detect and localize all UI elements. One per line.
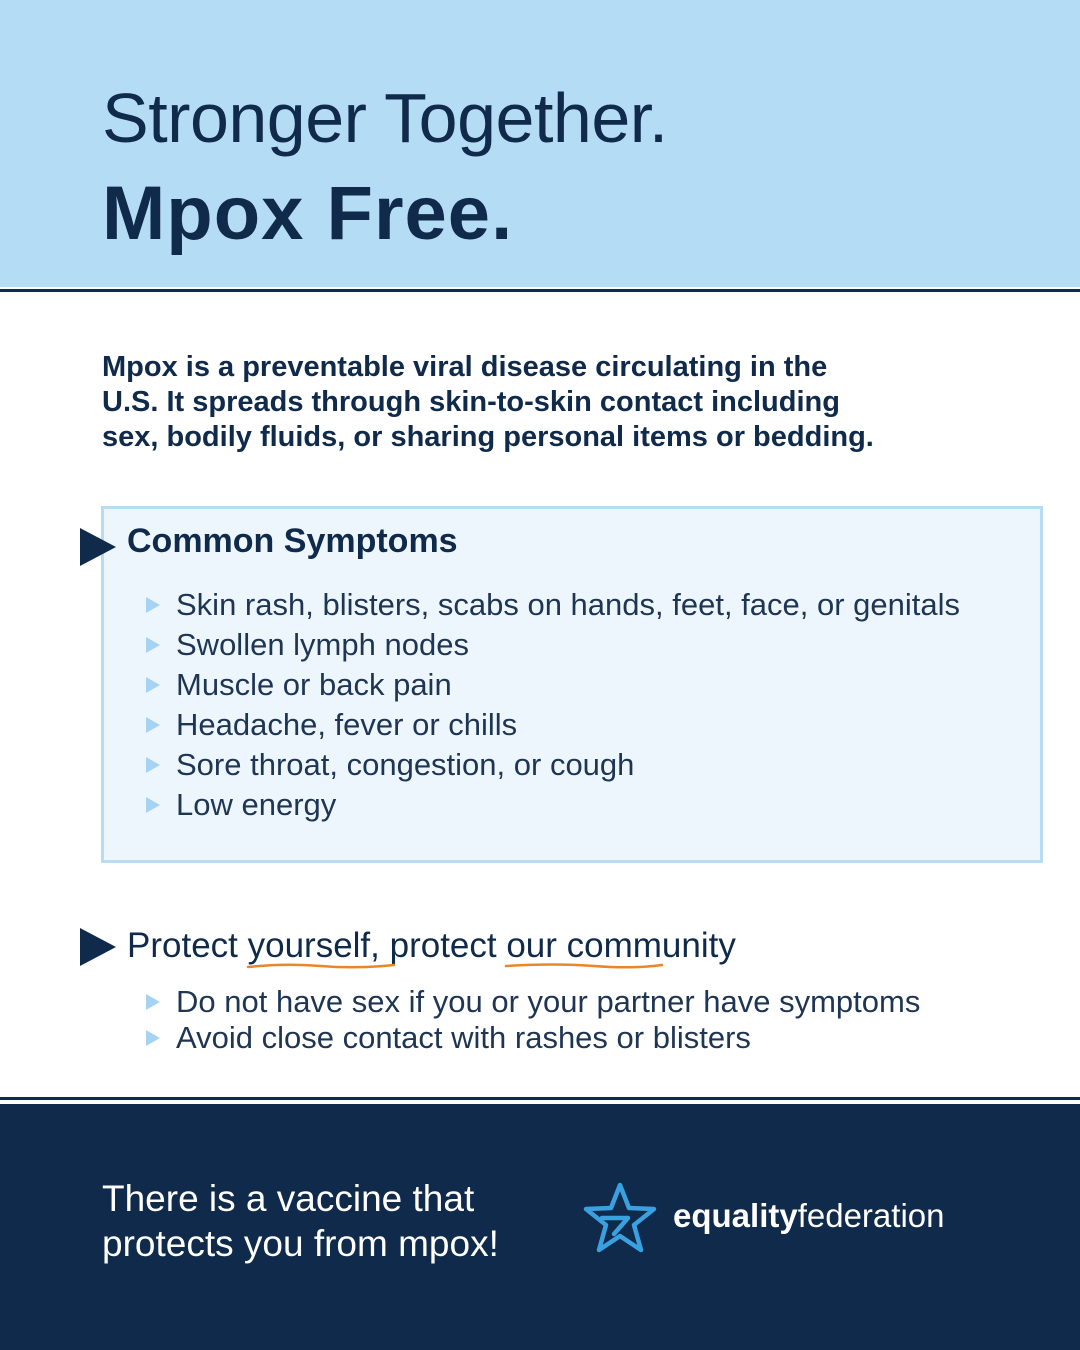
page-title-line2: Mpox Free. — [102, 171, 514, 256]
bullet-arrow-icon — [146, 597, 160, 613]
symptoms-heading: Common Symptoms — [127, 522, 458, 560]
vaccine-message: There is a vaccine that protects you from mpox! — [102, 1178, 499, 1264]
protect-list — [146, 984, 920, 1056]
symptom-item: Muscle or back pain — [146, 665, 960, 705]
bullet-arrow-icon — [146, 757, 160, 773]
bullet-arrow-icon — [146, 1030, 160, 1046]
symptom-item: Low energy — [146, 785, 960, 825]
intro-paragraph — [102, 350, 1002, 455]
star-icon — [580, 1180, 660, 1260]
underlined-word: our community — [506, 926, 736, 966]
bullet-arrow-icon — [146, 677, 160, 693]
bullet-arrow-icon — [146, 994, 160, 1010]
section-arrow-icon — [80, 528, 116, 566]
underline-stroke-icon — [246, 960, 396, 972]
intro-line: Mpox is a preventable viral disease circulating in the — [102, 351, 828, 383]
underlined-word: yourself — [248, 926, 371, 966]
bullet-arrow-icon — [146, 717, 160, 733]
symptom-item: Headache, fever or chills — [146, 705, 960, 745]
symptom-item: Sore throat, congestion, or cough — [146, 745, 960, 785]
symptom-item: Skin rash, blisters, scabs on hands, feet, face, or genitals — [146, 585, 960, 625]
header-divider — [0, 289, 1080, 292]
bullet-arrow-icon — [146, 637, 160, 653]
intro-line: U.S. It spreads through skin-to-skin contact including — [102, 386, 840, 418]
section-arrow-icon — [80, 928, 116, 966]
page-title-line1: Stronger Together. — [102, 79, 668, 157]
symptoms-list — [146, 585, 960, 825]
footer-divider — [0, 1097, 1080, 1100]
bullet-arrow-icon — [146, 797, 160, 813]
underline-stroke-icon — [504, 960, 664, 972]
equality-federation-logo: equalityfederation — [673, 1197, 945, 1234]
protect-item: Do not have sex if you or your partner have symptoms — [146, 984, 920, 1020]
intro-line: sex, bodily fluids, or sharing personal items or bedding. — [102, 421, 874, 453]
protect-item: Avoid close contact with rashes or blisters — [146, 1020, 920, 1056]
protect-heading: Protect yourself , protect our community — [127, 926, 736, 966]
symptom-item: Swollen lymph nodes — [146, 625, 960, 665]
